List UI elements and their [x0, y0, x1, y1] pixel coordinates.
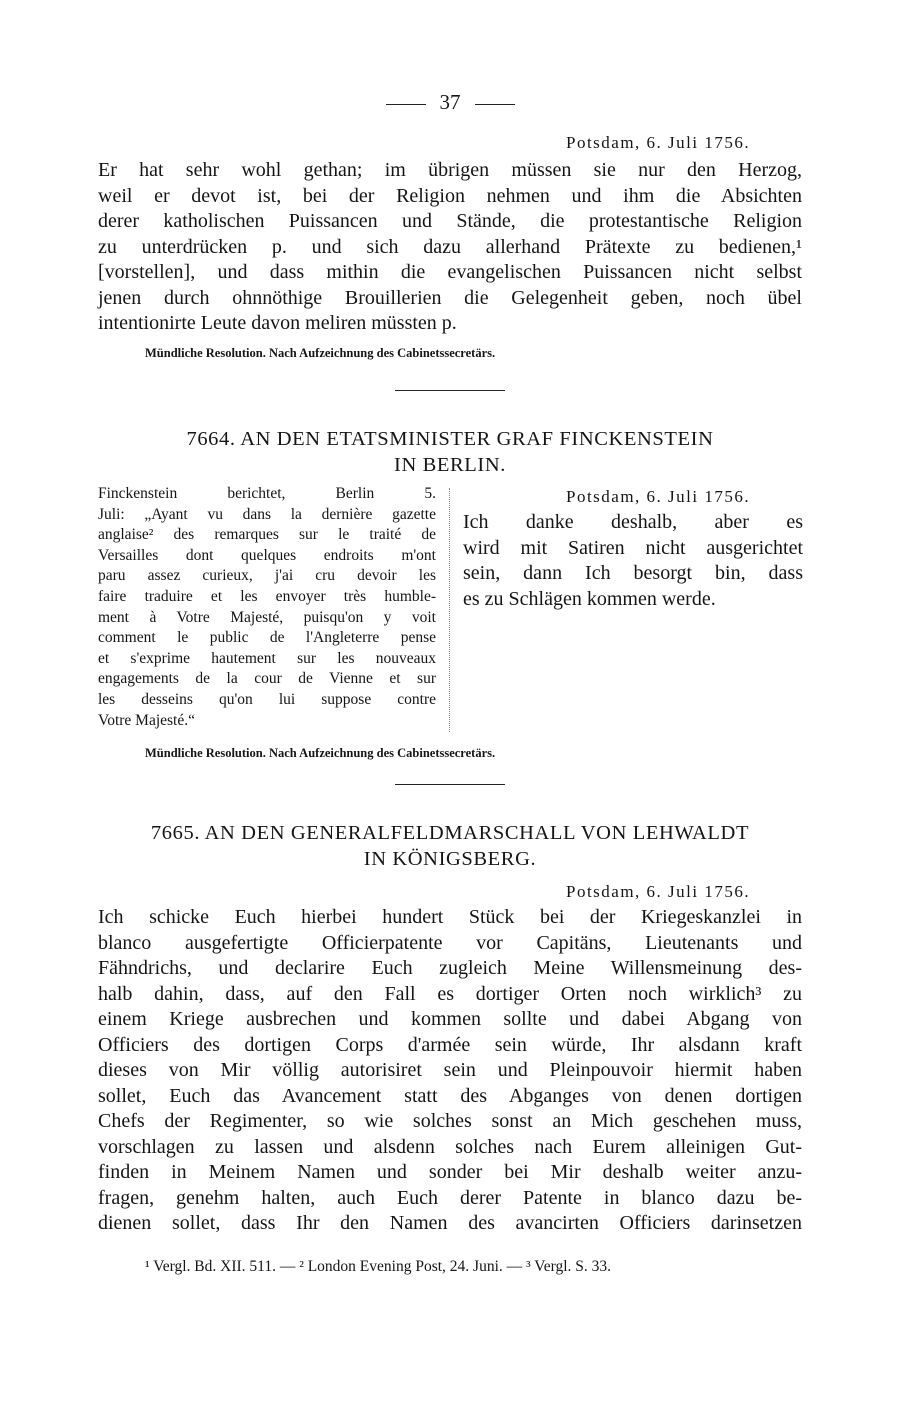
paragraph-line: zu unterdrücken p. und sich dazu allerhand Prätexte zu bedienen,¹ — [98, 235, 802, 258]
summary-line: comment le public de l'Angleterre pense — [98, 629, 436, 647]
resolution-note-1: Mündliche Resolution. Nach Aufzeichnung des Cabinetssecretärs. — [145, 346, 496, 360]
paragraph-line: halb dahin, dass, auf den Fall es dortiger Orten noch wirklich³ zu — [98, 982, 802, 1005]
column-divider — [449, 488, 450, 732]
paragraph-line: jenen durch ohnnöthige Brouillerien die Gelegenheit geben, noch übel — [98, 286, 802, 309]
paragraph-line: finden in Meinem Namen und sonder bei Mir deshalb weiter anzu- — [98, 1161, 802, 1183]
summary-line: Finckenstein berichtet, Berlin 5. — [98, 485, 436, 502]
summary-line: faire traduire et les envoyer très humble- — [98, 587, 436, 605]
summary-line: paru assez curieux, j'ai cru devoir les — [98, 567, 436, 585]
reply-line: wird mit Satiren nicht ausgerichtet — [463, 536, 803, 559]
paragraph-line: Er hat sehr wohl gethan; im übrigen müssen sie nur den Herzog, — [98, 159, 802, 181]
dateline-3: Potsdam, 6. Juli 1756. — [566, 882, 751, 901]
summary-line: engagements de la cour de Vienne et sur — [98, 670, 436, 688]
document-heading-7665-place: IN KÖNIGSBERG. — [363, 848, 537, 870]
paragraph-3 — [98, 905, 802, 1237]
summary-line: ment à Votre Majesté, puisqu'on y voit — [98, 608, 436, 626]
resolution-note-2: Mündliche Resolution. Nach Aufzeichnung des Cabinetssecretärs. — [145, 746, 496, 760]
reply-line: sein, dann Ich besorgt bin, dass — [463, 562, 803, 584]
separator-rule-2 — [395, 784, 505, 785]
summary-line: Juli: „Ayant vu dans la dernière gazette — [98, 505, 436, 523]
paragraph-line: Chefs der Regimenter, so wie solches sonst an Mich geschehen muss, — [98, 1110, 802, 1132]
document-heading-7664: 7664. AN DEN ETATSMINISTER GRAF FINCKENSTEIN — [186, 428, 714, 450]
paragraph-line: dieses von Mir völlig autorisiret sein und Pleinpouvoir hiermit haben — [98, 1059, 802, 1081]
paragraph-line: sollet, Euch das Avancement statt des Abganges von denen dortigen — [98, 1084, 802, 1107]
page-number-dash-right — [475, 104, 515, 105]
summary-line: les desseins qu'on lui suppose contre — [98, 690, 436, 708]
dateline-2: Potsdam, 6. Juli 1756. — [566, 487, 751, 506]
summary-line: Votre Majesté.“ — [98, 711, 195, 729]
paragraph-line: vorschlagen zu lassen und alsdenn solches nach Eurem alleinigen Gut- — [98, 1135, 802, 1158]
page-number-dash-left — [386, 104, 426, 105]
summary-line: Versailles dont quelques endroits m'ont — [98, 546, 436, 564]
paragraph-line: Officiers des dortigen Corps d'armée sein würde, Ihr alsdann kraft — [98, 1033, 802, 1056]
reply-column — [463, 510, 803, 612]
paragraph-line: intentionirte Leute davon meliren müssten p. — [98, 312, 457, 334]
paragraph-line: fragen, genehm halten, auch Euch derer Patente in blanco dazu be- — [98, 1186, 802, 1209]
report-summary-column — [98, 484, 436, 731]
paragraph-line: Fähndrichs, und declarire Euch zugleich Meine Willensmeinung des- — [98, 957, 802, 979]
paragraph-line: derer katholischen Puissancen und Stände, die protestantische Religion — [98, 210, 802, 232]
footnotes: ¹ Vergl. Bd. XII. 511. — ² London Evening Post, 24. Juni. — ³ Vergl. S. 33. — [145, 1258, 612, 1275]
paragraph-line: blanco ausgefertigte Officierpatente vor Capitäns, Lieutenants und — [98, 931, 802, 954]
separator-rule-1 — [395, 390, 505, 391]
summary-line: anglaise² des remarques sur le traité de — [98, 526, 436, 544]
reply-line: Ich danke deshalb, aber es — [463, 511, 803, 533]
paragraph-line: Ich schicke Euch hierbei hundert Stück bei der Kriegeskanzlei in — [98, 906, 802, 928]
paragraph-line: dienen sollet, dass Ihr den Namen des avancirten Officiers darinsetzen — [98, 1212, 802, 1234]
page-number: 37 — [0, 90, 900, 115]
paragraph-line: weil er devot ist, bei der Religion nehmen und ihm die Absichten — [98, 184, 802, 207]
document-heading-7665: 7665. AN DEN GENERALFELDMARSCHALL VON LEHWALDT — [150, 822, 750, 844]
document-heading-7664-place: IN BERLIN. — [394, 454, 506, 476]
paragraph-1 — [98, 158, 802, 337]
summary-line: et s'exprime hautement sur les nouveaux — [98, 649, 436, 667]
dateline-1: Potsdam, 6. Juli 1756. — [566, 133, 751, 152]
paragraph-line: [vorstellen], und dass mithin die evangelischen Puissancen nicht selbst — [98, 261, 802, 283]
paragraph-line: einem Kriege ausbrechen und kommen sollte und dabei Abgang von — [98, 1008, 802, 1030]
reply-line: es zu Schlägen kommen werde. — [463, 587, 716, 610]
